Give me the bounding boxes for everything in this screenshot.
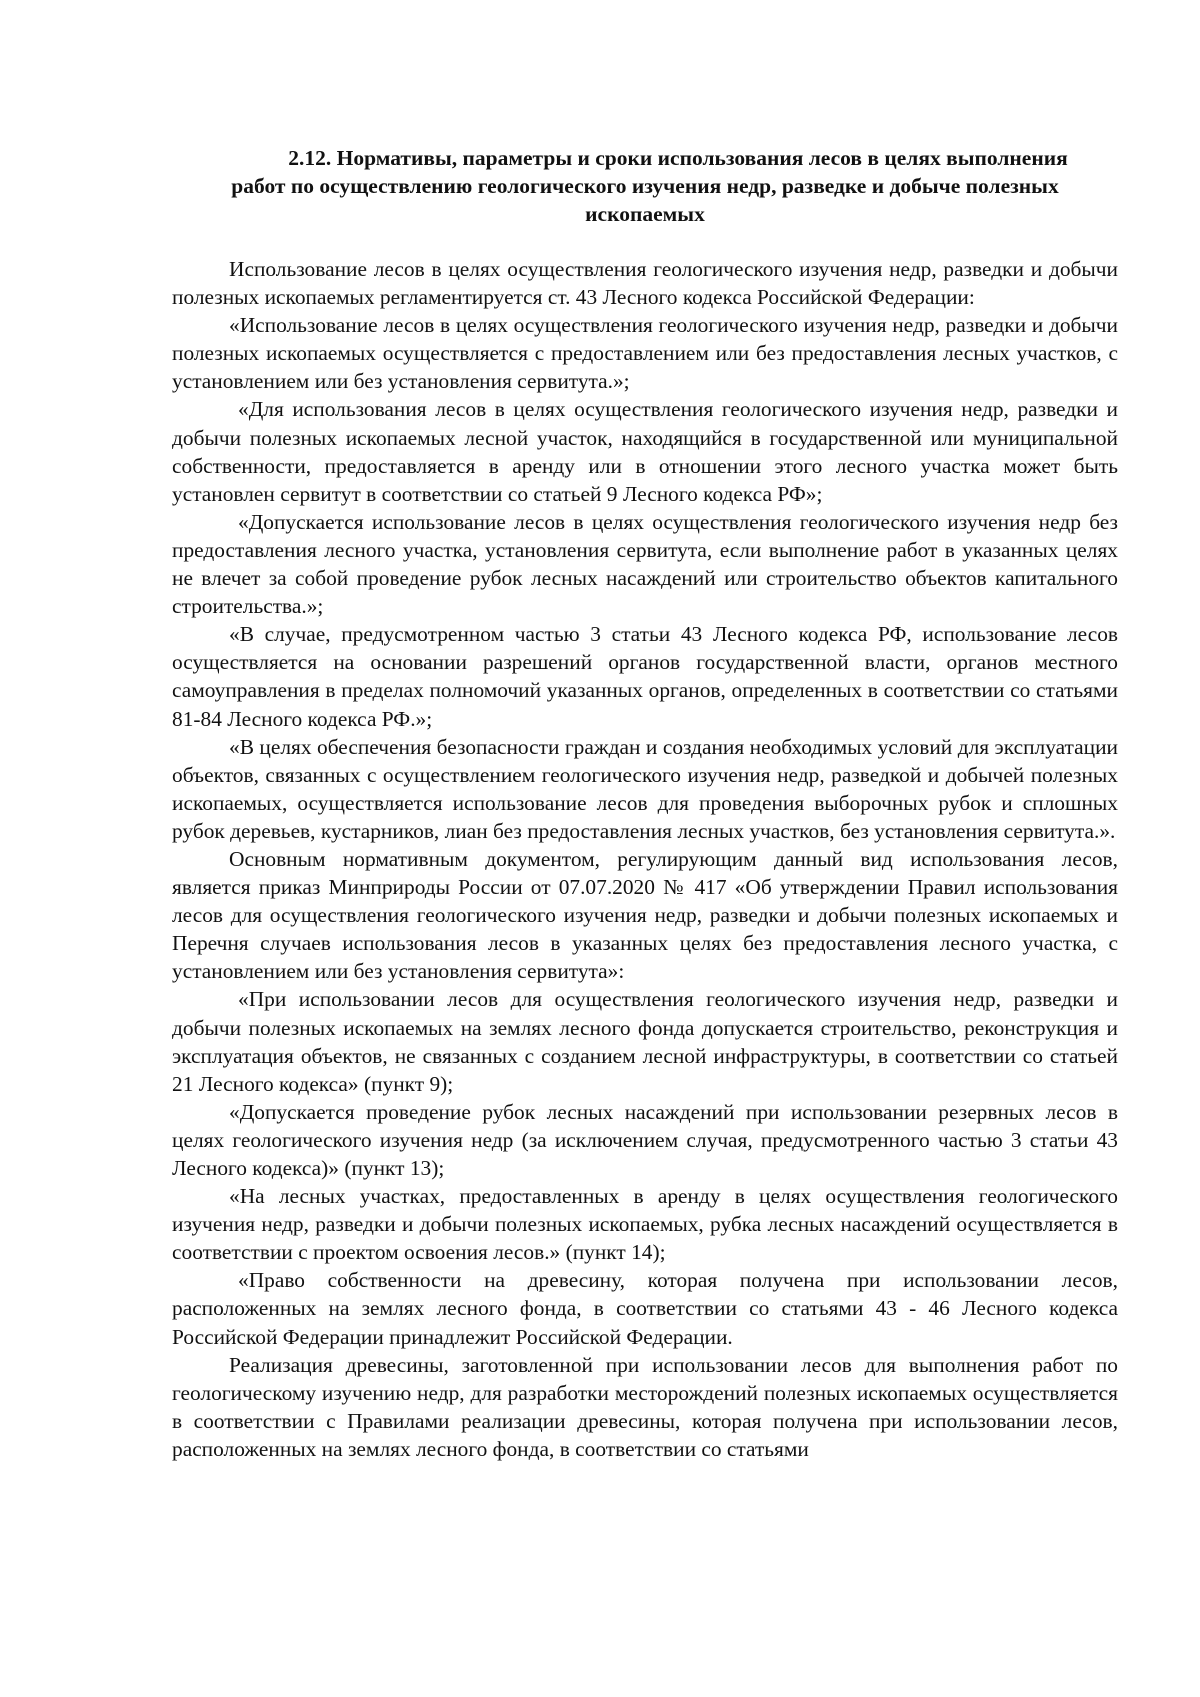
document-body — [172, 255, 1118, 1463]
section-heading — [172, 144, 1118, 228]
paragraph-timber-sale: Реализация древесины, заготовленной при использовании лесов для выполнения работ по геологическому изучению недр, для разработки месторождений полезных ископаемых осуществляется в соответствии с Правилами реализации древесины, которая получена при использовании лесов, расположенных на землях лесного фонда, в соответствии со статьями — [172, 1352, 1118, 1461]
paragraph-quote-item-13: «Допускается проведение рубок лесных насаждений при использовании резервных лесов в целях геологического изучения недр (за исключением случая, предусмотренного частью 3 статьи 43 Лесного кодекса)» (пункт 13); — [172, 1099, 1118, 1180]
paragraph-quote-lease: «Для использования лесов в целях осуществления геологического изучения недр, разведки и добычи полезных ископаемых лесной участок, находящийся в государственной или муниципальной собственности, предоставляется в аренду или в отношении этого лесного участка может быть установлен сервитут в соответствии со статьей 9 Лесного кодекса РФ»; — [172, 397, 1118, 506]
section-heading-line: ископаемых — [585, 202, 705, 226]
paragraph-quote-without-plot: «Допускается использование лесов в целях осуществления геологического изучения недр без предоставления лесного участка, установления сервитута, если выполнение работ в указанных целях не влечет за собой проведение рубок лесных насаждений или строительство объектов капитального строительства.»; — [172, 509, 1118, 619]
paragraph-quote-forest-use: «Использование лесов в целях осуществления геологического изучения недр, разведки и добычи полезных ископаемых осуществляется с предоставлением или без предоставления лесных участков, с установлением или без установления сервитута.»; — [172, 313, 1118, 394]
paragraph-normative-document: Основным нормативным документом, регулирующим данный вид использования лесов, является приказ Минприроды России от 07.07.2020 № 417 «Об утверждении Правил использования лесов для осуществления геологического изучения недр, разведки и добычи полезных ископаемых и Перечня случаев использования лесов в указанных целях без предоставления лесного участка, с установлением или без установления сервитута»: — [172, 846, 1118, 984]
paragraph-quote-safety: «В целях обеспечения безопасности граждан и создания необходимых условий для эксплуатации объектов, связанных с осуществлением геологического изучения недр, разведкой и добычей полезных ископаемых, осуществляется использование лесов для проведения выборочных рубок и сплошных рубок деревьев, кустарников, лиан без предоставления лесных участков, без установления сервитута.». — [172, 734, 1118, 843]
paragraph-intro: Использование лесов в целях осуществления геологического изучения недр, разведки и добычи полезных ископаемых регламентируется ст. 43 Лесного кодекса Российской Федерации: — [172, 257, 1118, 310]
paragraph-quote-item-9: «При использовании лесов для осуществления геологического изучения недр, разведки и добычи полезных ископаемых на землях лесного фонда допускается строительство, реконструкция и эксплуатация объектов, не связанных с созданием лесной инфраструктуры, в соответствии со статьей 21 Лесного кодекса» (пункт 9); — [172, 987, 1118, 1096]
paragraph-quote-ownership: «Право собственности на древесину, которая получена при использовании лесов, расположенных на землях лесного фонда, в соответствии со статьями 43 - 46 Лесного кодекса Российской Федерации принадлежит Российской Федерации. — [172, 1268, 1118, 1349]
paragraph-quote-item-14: «На лесных участках, предоставленных в аренду в целях осуществления геологического изучения недр, разведки и добычи полезных ископаемых, рубка лесных насаждений осуществляется в соответствии с проектом освоения лесов.» (пункт 14); — [172, 1184, 1118, 1265]
paragraph-quote-permits: «В случае, предусмотренном частью 3 статьи 43 Лесного кодекса РФ, использование лесов осуществляется на основании разрешений органов государственной власти, органов местного самоуправления в пределах полномочий указанных органов, определенных в соответствии со статьями 81-84 Лесного кодекса РФ.»; — [172, 622, 1118, 731]
section-heading-line: работ по осуществлению геологического изучения недр, разведке и добыче полезных — [231, 174, 1059, 198]
section-heading-line: 2.12. Нормативы, параметры и сроки использования лесов в целях выполнения — [288, 146, 1068, 170]
